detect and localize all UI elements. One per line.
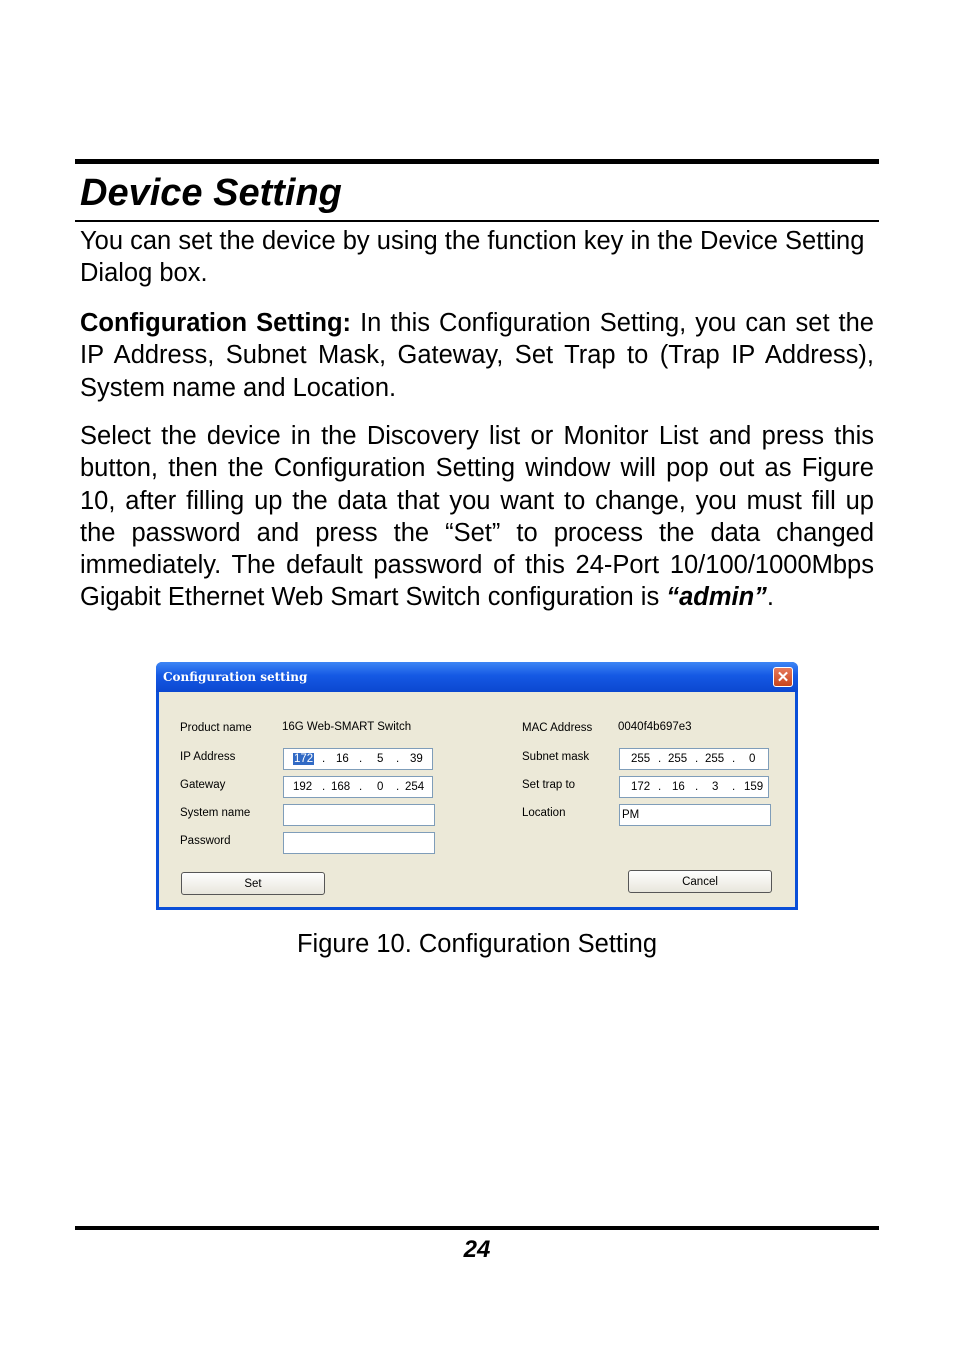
trap-octet-2: 16: [672, 781, 685, 793]
gw-octet-2: 168: [331, 781, 351, 793]
ip-dot: .: [359, 753, 363, 765]
select-text: Select the device in the Discovery list or Monitor List and press this button, then the Configuration Setting window will pop out as Figure 10, after filling up the data that you want to change, you must fill up the password and press the “Set” to process the data changed immediately. The default password of this 24-Port 10/100/1000Mbps Gigabit Ethernet Web Smart Switch configuration is: [80, 422, 874, 612]
ip-octet-4: 39: [410, 753, 423, 765]
location-label: Location: [522, 807, 566, 819]
default-password-text: “admin”: [666, 583, 767, 612]
bottom-rule: [75, 1226, 879, 1230]
set-button[interactable]: Set: [181, 872, 325, 895]
subnet-mask-label: Subnet mask: [522, 751, 590, 763]
trap-octet-4: 159: [744, 781, 764, 793]
gw-octet-1: 192: [293, 781, 313, 793]
ip-dot: .: [396, 753, 400, 765]
dialog-body: [159, 692, 795, 907]
configuration-dialog: [156, 662, 798, 910]
password-input[interactable]: [283, 832, 435, 854]
sm-dot: .: [695, 753, 699, 765]
subnet-mask-input[interactable]: [619, 748, 769, 770]
trap-octet-3: 3: [712, 781, 719, 793]
config-text: In this Configuration Setting, you can set the IP Address, Subnet Mask, Gateway, Set Trap to (Trap IP Address), System name and Location.: [80, 309, 874, 402]
intro-paragraph: You can set the device by using the function key in the Device Setting Dialog box.: [80, 227, 865, 288]
gateway-input[interactable]: [283, 776, 433, 798]
dialog-title: Configuration setting: [163, 670, 308, 684]
top-rule: [75, 159, 879, 164]
ip-octet-2: 16: [336, 753, 349, 765]
ip-octet-3: 5: [377, 753, 384, 765]
ip-octet-1: 172: [294, 753, 314, 765]
gw-dot: .: [359, 781, 363, 793]
gw-dot: .: [396, 781, 400, 793]
config-paragraph: [80, 307, 874, 404]
ip-dot: .: [322, 753, 326, 765]
trap-dot: .: [732, 781, 736, 793]
section-title: Device Setting: [80, 172, 342, 214]
set-trap-to-label: Set trap to: [522, 779, 576, 791]
mac-address-label: MAC Address: [522, 722, 593, 734]
dialog-titlebar: [156, 662, 798, 692]
gw-octet-3: 0: [377, 781, 384, 793]
sm-octet-2: 255: [668, 753, 688, 765]
set-trap-to-input[interactable]: [619, 776, 769, 798]
sm-dot: .: [732, 753, 736, 765]
system-name-label: System name: [180, 807, 251, 819]
password-label: Password: [180, 835, 231, 847]
close-icon[interactable]: ✕: [773, 667, 793, 687]
system-name-input[interactable]: [283, 804, 435, 826]
product-name-value: 16G Web-SMART Switch: [282, 721, 412, 733]
select-end: .: [766, 583, 774, 612]
select-paragraph: [80, 420, 874, 614]
sm-octet-3: 255: [705, 753, 725, 765]
gw-octet-4: 254: [405, 781, 425, 793]
config-label: Configuration Setting:: [80, 309, 352, 337]
location-value: PM: [622, 809, 640, 821]
sm-octet-4: 0: [749, 753, 756, 765]
ip-address-label: IP Address: [180, 751, 236, 763]
sm-dot: .: [658, 753, 662, 765]
cancel-button[interactable]: Cancel: [628, 870, 772, 893]
trap-dot: .: [695, 781, 699, 793]
mac-address-value: 0040f4b697e3: [618, 721, 692, 733]
sm-octet-1: 255: [631, 753, 651, 765]
ip-address-input[interactable]: [283, 748, 433, 770]
trap-dot: .: [658, 781, 662, 793]
figure-caption: Figure 10. Configuration Setting: [296, 930, 658, 958]
page-number: 24: [463, 1236, 491, 1263]
gateway-label: Gateway: [180, 779, 226, 791]
product-name-label: Product name: [180, 722, 252, 734]
title-underline: [75, 220, 879, 222]
location-input[interactable]: [619, 804, 771, 826]
trap-octet-1: 172: [631, 781, 651, 793]
gw-dot: .: [322, 781, 326, 793]
